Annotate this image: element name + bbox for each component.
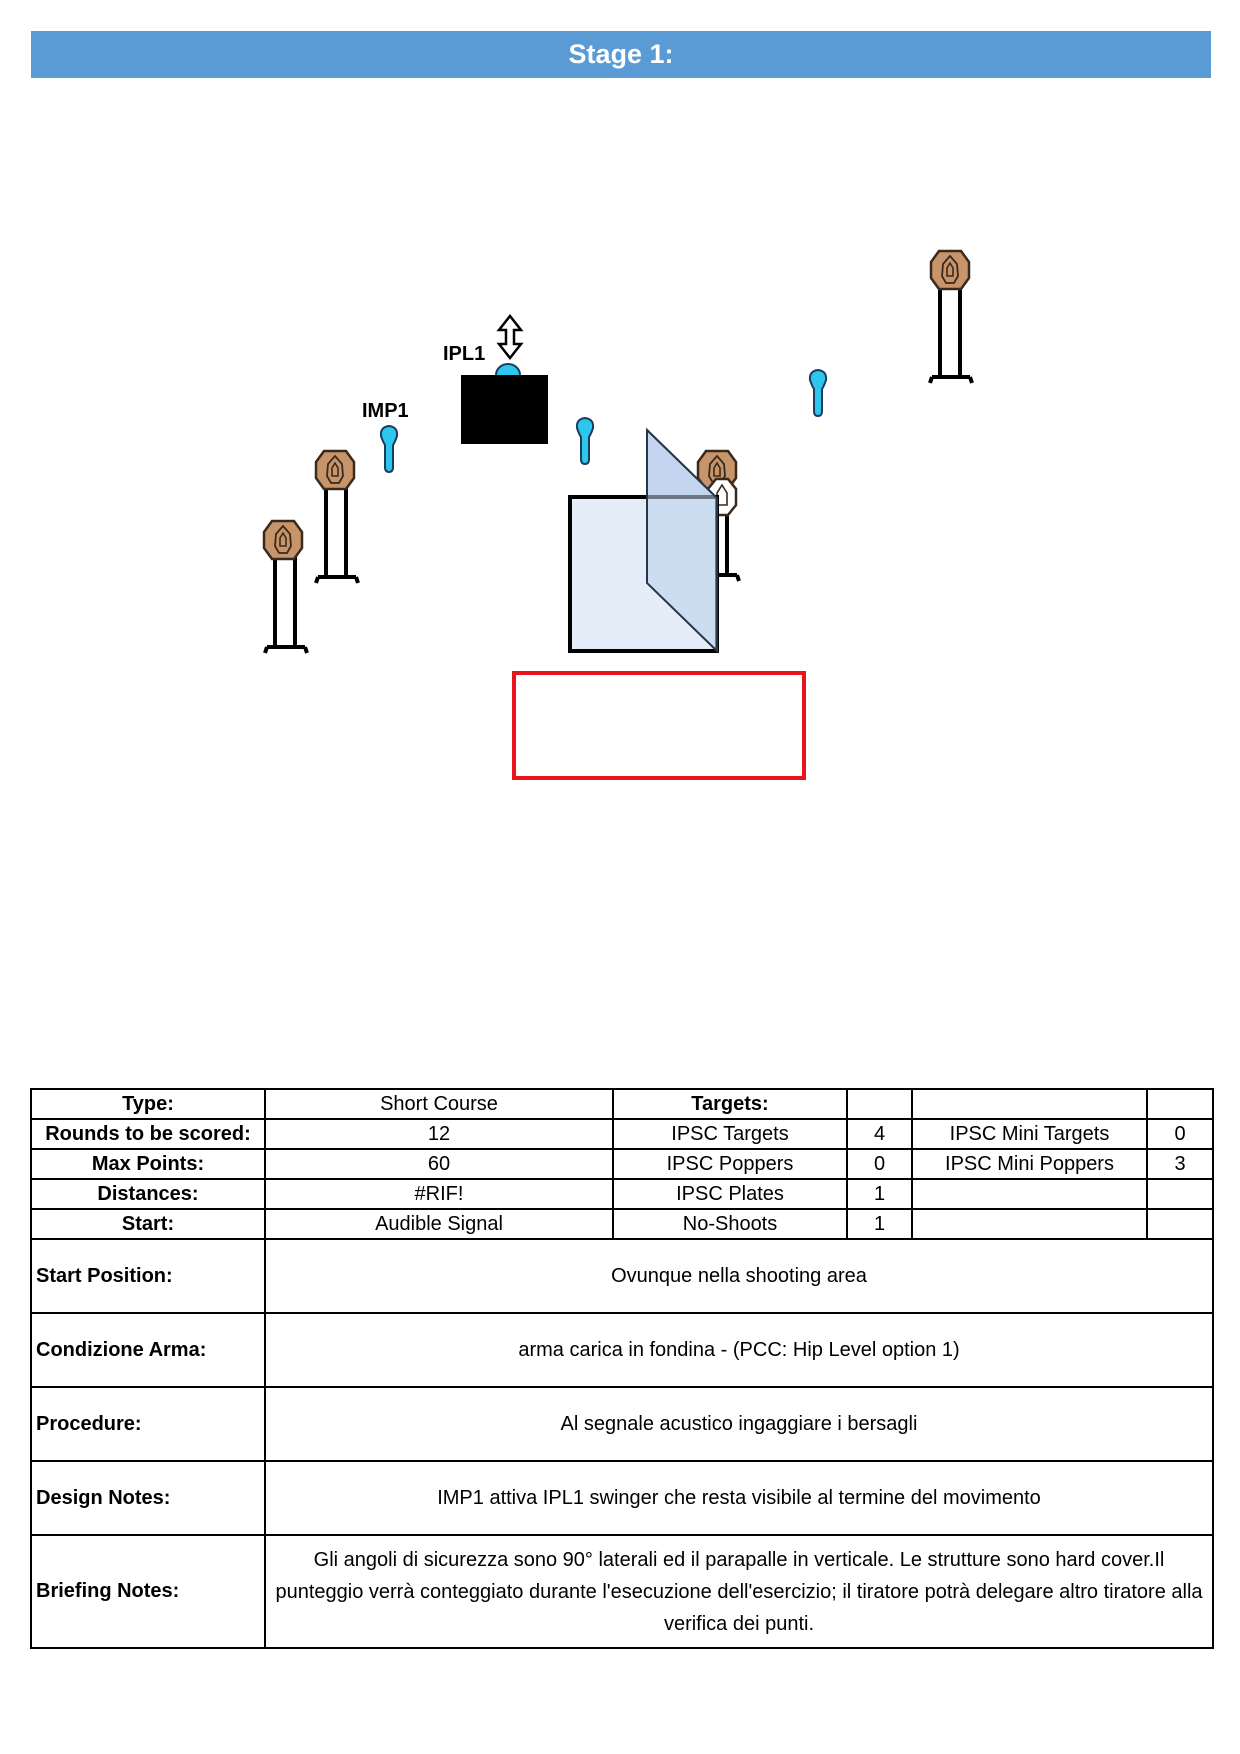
ipl1-swinger: [461, 364, 548, 444]
table-row: [31, 1461, 1213, 1535]
rounds-value: 12: [265, 1119, 613, 1149]
design-notes-value: IMP1 attiva IPL1 swinger che resta visibile al termine del movimento: [265, 1461, 1213, 1535]
mini-poppers-label: IPSC Mini Poppers: [912, 1149, 1147, 1179]
table-row: [31, 1179, 1213, 1209]
swing-arrow-icon: [499, 316, 521, 358]
table-row: [31, 1119, 1213, 1149]
wall-structure: [570, 430, 717, 651]
popper-imp1: [381, 426, 397, 472]
table-row: [31, 1209, 1213, 1239]
shooting-area: [514, 673, 804, 778]
stage-title: Stage 1:: [31, 31, 1211, 78]
targets-label: Targets:: [613, 1089, 847, 1119]
start-position-label: Start Position:: [31, 1239, 265, 1313]
table-row: [31, 1535, 1213, 1648]
type-value: Short Course: [265, 1089, 613, 1119]
table-row: [31, 1149, 1213, 1179]
condizione-arma-label: Condizione Arma:: [31, 1313, 265, 1387]
start-position-value: Ovunque nella shooting area: [265, 1239, 1213, 1313]
rounds-label: Rounds to be scored:: [31, 1119, 265, 1149]
popper-2: [577, 418, 593, 464]
paper-target-1: [264, 521, 307, 653]
ipsc-targets-label: IPSC Targets: [613, 1119, 847, 1149]
no-shoots-label: No-Shoots: [613, 1209, 847, 1239]
mini-targets-label: IPSC Mini Targets: [912, 1119, 1147, 1149]
table-row: [31, 1387, 1213, 1461]
distances-label: Distances:: [31, 1179, 265, 1209]
paper-target-2: [316, 451, 358, 583]
ipsc-plates-label: IPSC Plates: [613, 1179, 847, 1209]
popper-3: [810, 370, 826, 416]
ipl1-label: IPL1: [443, 343, 486, 365]
max-points-value: 60: [265, 1149, 613, 1179]
ipsc-plates-value: 1: [847, 1179, 912, 1209]
design-notes-label: Design Notes:: [31, 1461, 265, 1535]
stage-info-table: [30, 1088, 1214, 1649]
table-row: [31, 1313, 1213, 1387]
table-row: [31, 1089, 1213, 1119]
ipsc-poppers-label: IPSC Poppers: [613, 1149, 847, 1179]
start-label: Start:: [31, 1209, 265, 1239]
no-shoots-value: 1: [847, 1209, 912, 1239]
paper-target-3: [930, 251, 972, 383]
imp1-label: IMP1: [362, 400, 409, 422]
ipsc-targets-value: 4: [847, 1119, 912, 1149]
max-points-label: Max Points:: [31, 1149, 265, 1179]
mini-poppers-value: 3: [1147, 1149, 1213, 1179]
briefing-notes-label: Briefing Notes:: [31, 1535, 265, 1648]
procedure-value: Al segnale acustico ingaggiare i bersagli: [265, 1387, 1213, 1461]
type-label: Type:: [31, 1089, 265, 1119]
distances-value: #RIF!: [265, 1179, 613, 1209]
table-row: [31, 1239, 1213, 1313]
mini-targets-value: 0: [1147, 1119, 1213, 1149]
briefing-notes-value: Gli angoli di sicurezza sono 90° laterali ed il parapalle in verticale. Le strutture sono hard cover.Il punteggio verrà conteggiato durante l'esecuzione dell'esercizio; il tiratore potrà delegare altro tiratore alla verifica dei punti.: [265, 1535, 1213, 1648]
procedure-label: Procedure:: [31, 1387, 265, 1461]
start-value: Audible Signal: [265, 1209, 613, 1239]
ipsc-poppers-value: 0: [847, 1149, 912, 1179]
condizione-arma-value: arma carica in fondina - (PCC: Hip Level option 1): [265, 1313, 1213, 1387]
